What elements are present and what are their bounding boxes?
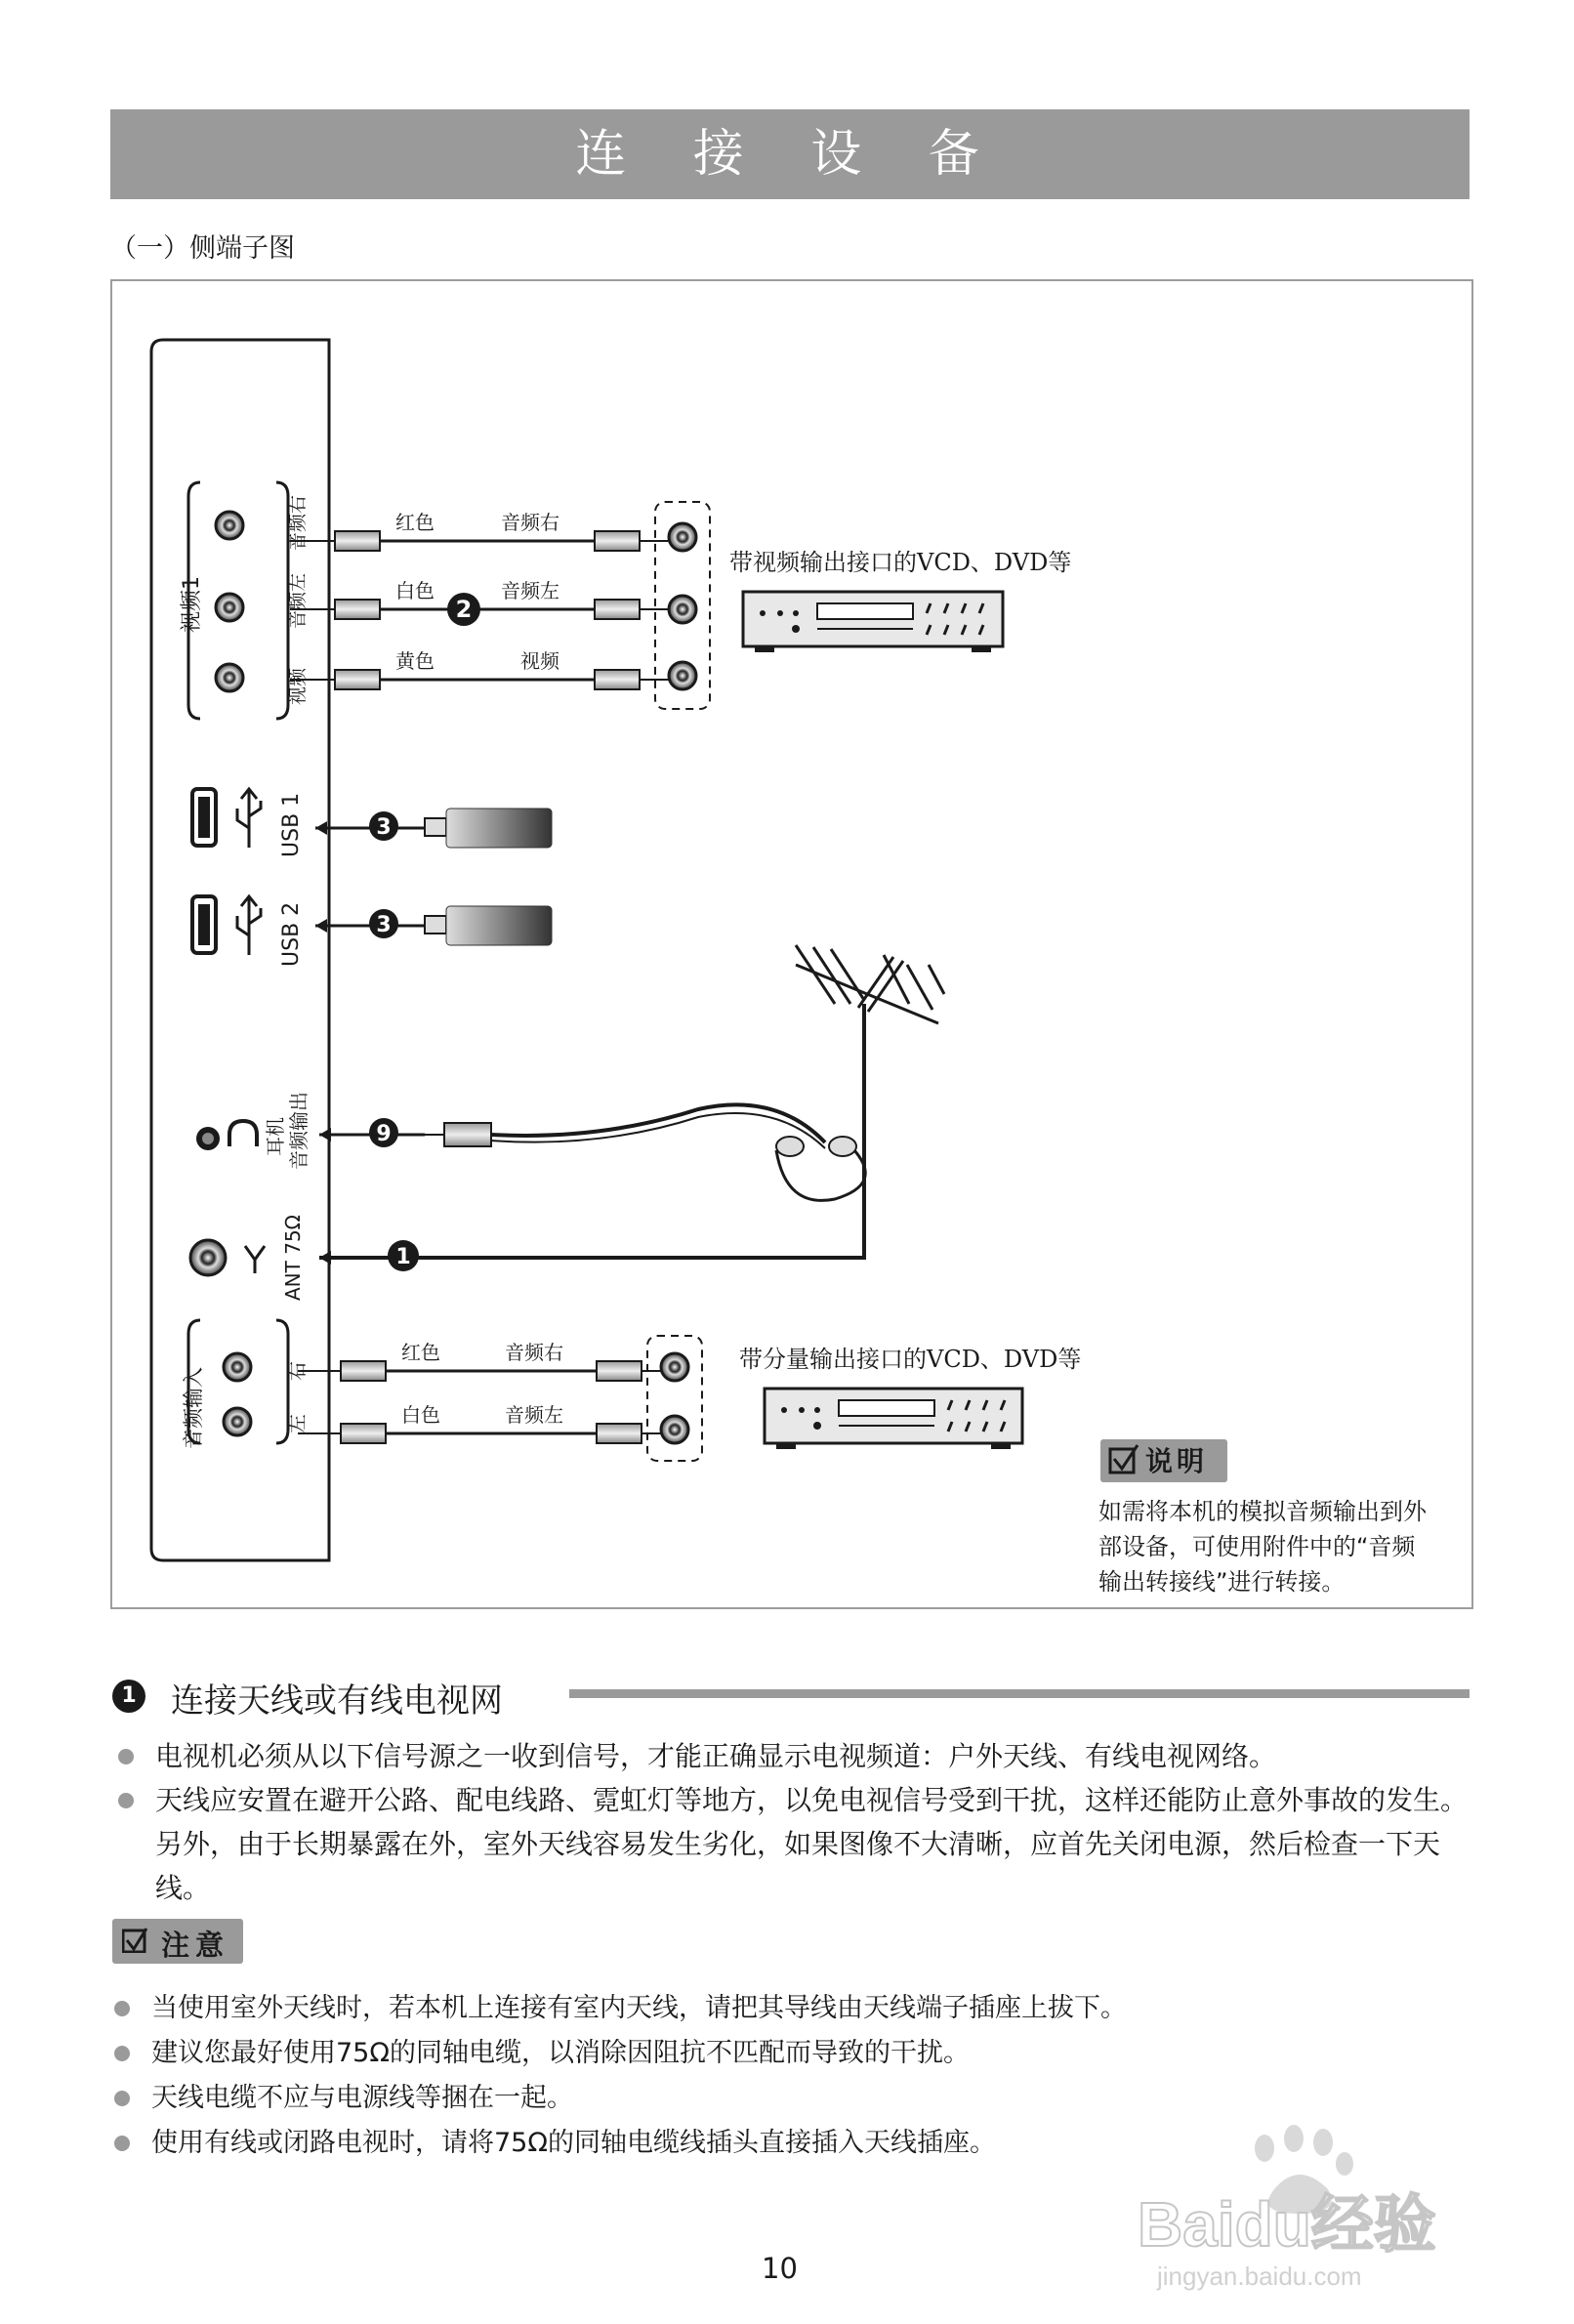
- badge-earphone-number: 9: [376, 1122, 392, 1146]
- audio-in-group-label: 音频输入: [182, 1367, 205, 1449]
- rca-cable-bottom-white: [298, 1424, 667, 1443]
- outdoor-antenna: [796, 945, 944, 1023]
- baidu-paw-icon: [1128, 2121, 1499, 2297]
- rca-cable-yellow: [290, 670, 673, 689]
- right-label: 右: [285, 1361, 309, 1381]
- list-item: 使用有线或闭路电视时，请将75Ω的同轴电缆线插头直接插入天线插座。: [110, 2121, 1470, 2166]
- page-title: 连 接 设 备: [575, 125, 1005, 184]
- note-line-1: 部设备，可使用附件中的“音频: [1098, 1533, 1416, 1560]
- badge-usb1-number: 3: [376, 815, 392, 840]
- bullet-dot-icon: [118, 1749, 134, 1764]
- note-line-0: 如需将本机的模拟音频输出到外: [1098, 1498, 1427, 1525]
- bullet-dot-icon: [114, 2046, 130, 2061]
- rca-cable-red: [290, 531, 673, 551]
- note-title: 说明: [1145, 1445, 1209, 1477]
- headphone-icon: [229, 1121, 257, 1146]
- section1-heading: [110, 1672, 1470, 1719]
- rca-cable-bottom-red: [298, 1361, 667, 1381]
- attention-title: 注意: [161, 1929, 230, 1962]
- earphones: [425, 1104, 865, 1200]
- note-line-2: 输出转接线”进行转接。: [1098, 1568, 1346, 1596]
- usb1-label: USB 1: [279, 792, 304, 857]
- video1-group-label: 视频1: [180, 576, 204, 633]
- bullet-dot-icon: [114, 2091, 130, 2106]
- rca-cable-white: [290, 600, 673, 619]
- list-item: 电视机必须从以下信号源之一收到信号，才能正确显示电视频道：户外天线、有线电视网络。: [110, 1734, 1470, 1778]
- ant-label: ANT 75Ω: [281, 1215, 305, 1301]
- badge-av-number: 2: [455, 596, 473, 623]
- list-item: 天线应安置在避开公路、配电线路、霓虹灯等地方，以免电视信号受到干扰，这样还能防止意外事故的发生。另外，由于长期暴露在外，室外天线容易发生劣化，如果图像不大清晰，应首先关闭电源，然后检查一下天线。: [110, 1778, 1470, 1910]
- usb-stick-2: [425, 906, 552, 945]
- cable-bottom-color-1: 白色: [401, 1403, 440, 1427]
- page-number: 10: [762, 2252, 798, 2285]
- jack-audio-right: [216, 512, 243, 539]
- audio-left-label: 音频左: [287, 572, 309, 629]
- badge-antenna-number: 1: [395, 1245, 411, 1269]
- usb-stick-1: [425, 809, 552, 848]
- bullet-dot-icon: [114, 2001, 130, 2016]
- antenna-symbol-icon: [245, 1246, 265, 1273]
- page-title-banner: [110, 109, 1470, 199]
- usb2-icon: [237, 896, 261, 955]
- cable-top-color-1: 白色: [395, 579, 435, 602]
- watermark-url: jingyan.baidu.com: [1157, 2262, 1362, 2291]
- dvd-player-top: [743, 592, 1003, 652]
- diagram-svg: [112, 281, 1471, 1607]
- left-label: 左: [285, 1414, 309, 1433]
- badge-usb2-number: 3: [376, 913, 392, 937]
- bullet-dot-icon: [114, 2136, 130, 2151]
- jack-video: [216, 664, 243, 691]
- jack-audio-in-right: [224, 1353, 251, 1381]
- jack-audio-left: [216, 594, 243, 621]
- cable-top-color-0: 红色: [395, 511, 435, 534]
- list-item: 建议您最好使用75Ω的同轴电缆，以消除因阻抗不匹配而导致的干扰。: [110, 2031, 1470, 2076]
- section-label: （一）侧端子图: [110, 233, 295, 264]
- jack-audio-in-left: [224, 1408, 251, 1435]
- video-label: 视频: [287, 667, 309, 705]
- attention-badge: [112, 1919, 243, 1964]
- device-bottom-label: 带分量输出接口的VCD、DVD等: [739, 1346, 1082, 1373]
- cable-top-color-2: 黄色: [395, 649, 435, 673]
- cable-bottom-signal-0: 音频右: [505, 1341, 563, 1364]
- section1-title: 连接天线或有线电视网: [171, 1681, 503, 1721]
- dvd-player-bottom: [765, 1389, 1022, 1449]
- usb1-icon: [237, 789, 261, 848]
- cable-top-signal-1: 音频左: [501, 579, 559, 602]
- baidu-watermark: [1128, 2121, 1499, 2297]
- cable-top-signal-0: 音频右: [501, 511, 559, 534]
- earphone-label-1: 耳机: [264, 1117, 287, 1156]
- watermark-brand: Baidu经验: [1138, 2189, 1436, 2260]
- bullet-dot-icon: [118, 1793, 134, 1808]
- list-item: 当使用室外天线时，若本机上连接有室内天线，请把其导线由天线端子插座上拔下。: [110, 1986, 1470, 2031]
- device-top-label: 带视频输出接口的VCD、DVD等: [729, 549, 1072, 576]
- connection-diagram: [110, 279, 1473, 1609]
- audio-right-label: 音频右: [287, 494, 309, 551]
- usb2-label: USB 2: [279, 901, 304, 967]
- section1-rule: [569, 1689, 1470, 1698]
- cable-bottom-color-0: 红色: [401, 1341, 440, 1364]
- section1-number: 1: [112, 1680, 145, 1713]
- antenna-jack: [190, 1240, 226, 1275]
- cable-bottom-signal-1: 音频左: [505, 1403, 563, 1427]
- earphone-label-2: 音频输出: [287, 1092, 311, 1170]
- section1-bullets: [110, 1734, 1470, 1910]
- checkbox-icon: [122, 1928, 147, 1953]
- list-item: 天线电缆不应与电源线等捆在一起。: [110, 2076, 1470, 2121]
- cable-top-signal-2: 视频: [520, 649, 559, 673]
